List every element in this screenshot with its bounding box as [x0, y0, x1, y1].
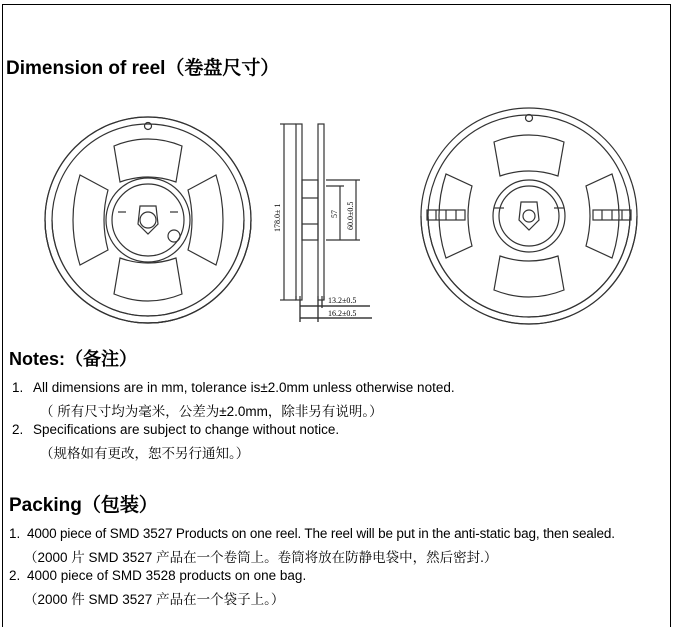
dimension-60: 60.0±0.5 [346, 201, 355, 230]
reel-front-view [45, 117, 251, 323]
reel-back-view [421, 108, 637, 324]
dimension-16: 16.2±0.5 [328, 309, 357, 318]
note-2-translation: （规格如有更改，恕不另行通知。） [40, 446, 250, 461]
packing-title: Packing（包装） [9, 495, 158, 516]
note-1-translation: （ 所有尺寸均为毫米，公差为±2.0mm，除非另有说明。） [40, 404, 383, 419]
packing-2-number: 2. [9, 568, 21, 583]
packing-2-text: 4000 piece of SMD 3528 products on one bag. [27, 568, 307, 583]
notes-title: Notes:（备注） [9, 349, 138, 369]
dimension-178: 178.0± 1 [273, 203, 282, 232]
note-2-text: Specifications are subject to change without notice. [33, 422, 340, 437]
packing-1-number: 1. [9, 526, 21, 541]
note-2-number: 2. [12, 422, 24, 437]
dimension-13: 13.2±0.5 [328, 296, 357, 305]
dimension-57: 57 [330, 210, 339, 218]
reel-side-view [280, 124, 372, 322]
dimension-title: Dimension of reel（卷盘尺寸） [6, 58, 280, 79]
reel-drawing-lower [0, 296, 675, 336]
packing-2-translation: （2000 件 SMD 3527 产品在一个袋子上。） [24, 592, 285, 607]
packing-1-translation: （2000 片 SMD 3527 产品在一个卷筒上。卷筒将放在防静电袋中，然后密封.） [24, 550, 498, 565]
note-1-number: 1. [12, 380, 24, 395]
packing-1-text: 4000 piece of SMD 3527 Products on one reel. The reel will be put in the anti-static bag, then sealed. [27, 526, 615, 541]
reel-drawing [0, 0, 675, 305]
note-1-text: All dimensions are in mm, tolerance is±2.0mm unless otherwise noted. [33, 380, 455, 395]
